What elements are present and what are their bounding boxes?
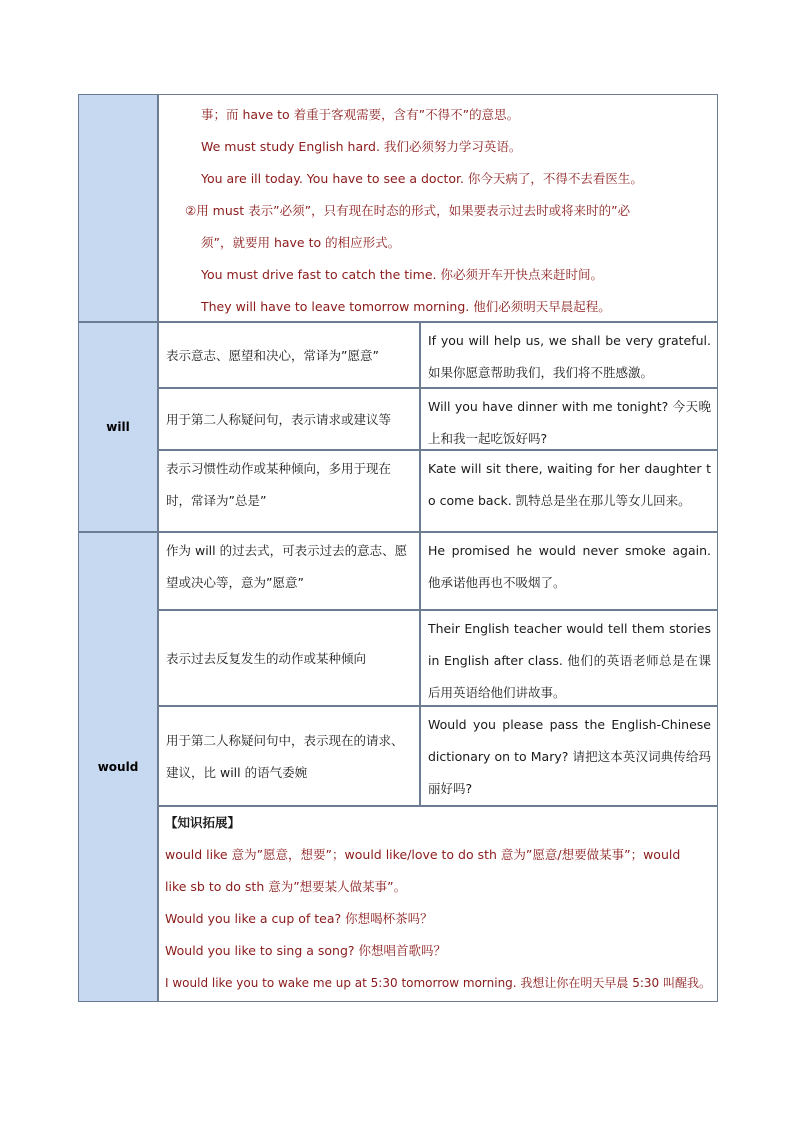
extension-line: I would like you to wake me up at 5:30 tomorrow morning. 我想让你在明天早晨 5:30 叫醒我。 (165, 976, 711, 990)
grammar-table (78, 94, 718, 1002)
would-example: Their English teacher would tell them stories in English after class. 他们的英语老师总是在课后用英语给他们讲故事。 (428, 621, 711, 700)
extension-line: Would you like a cup of tea? 你想喝杯茶吗？ (165, 911, 433, 926)
must-line: We must study English hard. 我们必须努力学习英语。 (201, 139, 522, 154)
will-label: will (106, 420, 130, 434)
will-desc: 表示意志、愿望和决心，常译为”愿意” (166, 348, 379, 363)
will-example-cell (420, 450, 718, 532)
will-label-cell (78, 322, 158, 532)
would-example-cell (420, 610, 718, 706)
will-desc: 用于第二人称疑问句，表示请求或建议等 (166, 412, 392, 427)
extension-line: like sb to do sth 意为”想要某人做某事”。 (165, 879, 407, 894)
must-line: You are ill today. You have to see a doctor. 你今天病了，不得不去看医生。 (201, 171, 643, 186)
extension-line: Would you like to sing a song? 你想唱首歌吗？ (165, 943, 447, 958)
would-example-cell (420, 532, 718, 610)
knowledge-extension-cell (158, 806, 718, 1002)
must-line: ②用 must 表示”必须”，只有现在时态的形式，如果要表示过去时或将来时的”必 (185, 203, 631, 218)
will-example: Kate will sit there, waiting for her daughter to come back. 凯特总是坐在那儿等女儿回来。 (428, 461, 711, 508)
would-label-cell (78, 532, 158, 1002)
would-desc: 用于第二人称疑问句中，表示现在的请求、建议，比 will 的语气委婉 (166, 733, 404, 780)
must-line: 须”，就要用 have to 的相应形式。 (201, 235, 401, 250)
would-desc-cell (158, 532, 420, 610)
will-desc-cell (158, 388, 420, 450)
would-desc: 作为 will 的过去式，可表示过去的意志、愿望或决心等，意为”愿意” (166, 543, 408, 590)
knowledge-extension-heading: 【知识拓展】 (165, 815, 241, 830)
will-desc: 表示习惯性动作或某种倾向，多用于现在时，常译为”总是” (166, 461, 392, 508)
would-desc: 表示过去反复发生的动作或某种倾向 (166, 651, 367, 666)
would-example: Would you please pass the English-Chinese dictionary on to Mary? 请把这本英汉词典传给玛丽好吗? (428, 717, 711, 796)
must-line: You must drive fast to catch the time. 你必须开车开快点来赶时间。 (201, 267, 603, 282)
would-example-cell (420, 706, 718, 806)
must-label-cell (78, 94, 158, 322)
extension-line: would like 意为”愿意，想要”；would like/love to do sth 意为”愿意/想要做某事”；would (165, 847, 681, 862)
will-desc-cell (158, 322, 420, 388)
would-desc-cell (158, 610, 420, 706)
will-example-cell (420, 388, 718, 450)
will-example-cell (420, 322, 718, 388)
will-desc-cell (158, 450, 420, 532)
would-desc-cell (158, 706, 420, 806)
must-line: They will have to leave tomorrow morning. 他们必须明天早晨起程。 (201, 299, 611, 314)
must-content-cell (158, 94, 718, 322)
will-example: Will you have dinner with me tonight? 今天晚上和我一起吃饭好吗? (428, 399, 711, 446)
would-example: He promised he would never smoke again. 他承诺他再也不吸烟了。 (428, 543, 711, 590)
must-line: 事；而 have to 着重于客观需要，含有”不得不”的意思。 (201, 107, 520, 122)
will-example: If you will help us, we shall be very grateful. 如果你愿意帮助我们，我们将不胜感激。 (428, 333, 711, 380)
would-label: would (97, 760, 139, 774)
